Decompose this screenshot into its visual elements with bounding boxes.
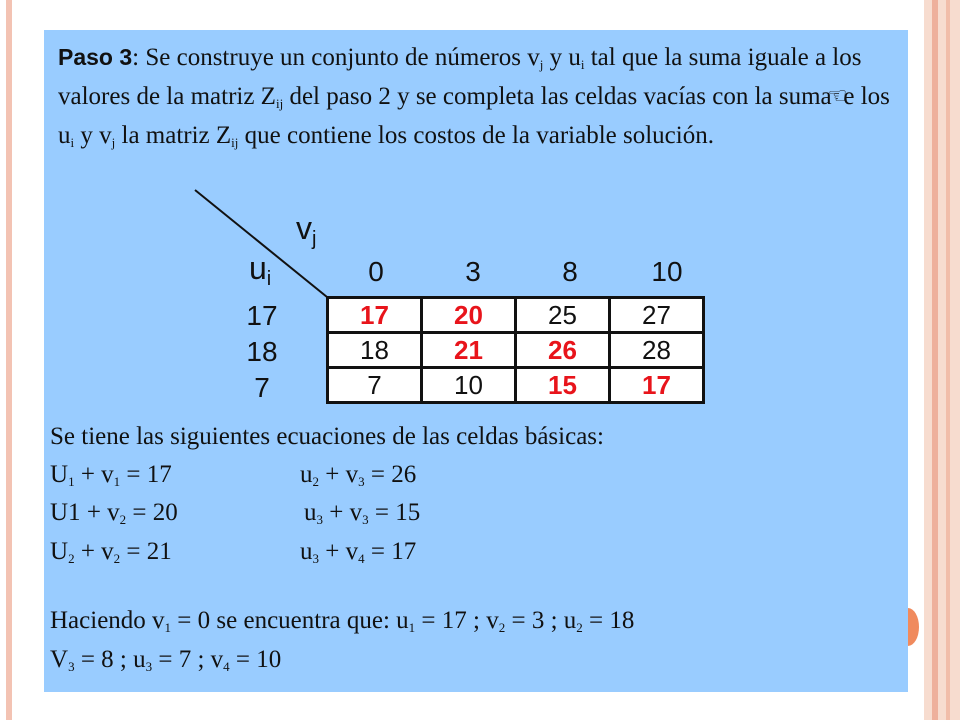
result-line-2: $V_3 = 8$ ; $u_3 = 7$ ; $v_4 = 10$: [50, 646, 282, 674]
u-header: 17: [246, 300, 278, 331]
matrix-cell: 25: [516, 298, 610, 333]
u-header: 18: [246, 336, 278, 367]
basic-cell: 17: [610, 368, 704, 403]
basic-cell: 17: [328, 298, 422, 333]
matrix-cell: 7: [328, 368, 422, 403]
basic-cell: 20: [422, 298, 516, 333]
equation-left: $U_2 + v_2 = 21$: [50, 538, 172, 566]
equation-left: $U_1 + v_1 = 17$: [50, 461, 172, 489]
equation-left: $U1 + v_2 = 20$: [50, 499, 178, 527]
u-axis-label: $u_i$: [249, 250, 272, 290]
basic-cell: 26: [516, 333, 610, 368]
matrix-row: [328, 333, 704, 368]
slide-left-border: [6, 0, 12, 720]
v-header: 8: [562, 256, 578, 287]
border-band: [946, 0, 950, 720]
cost-matrix: [326, 296, 705, 404]
matrix-row: [328, 368, 704, 403]
content-panel: [44, 30, 908, 692]
matrix-cell: 18: [328, 333, 422, 368]
basic-cell: 21: [422, 333, 516, 368]
matrix-cell: 10: [422, 368, 516, 403]
result-line-1: Haciendo $v_1 = 0$ se encuentra que: $u_1 = 17$ ; $v_2 = 3$ ; $u_2 = 18$: [50, 607, 635, 635]
basic-cell: 15: [516, 368, 610, 403]
matrix-cell: 28: [610, 333, 704, 368]
u-header: 7: [254, 372, 270, 403]
slide-right-border: [924, 0, 960, 720]
v-axis-label: $v_j$: [296, 210, 317, 250]
equations-heading: Se tiene las siguientes ecuaciones de las celdas básicas:: [50, 423, 604, 450]
matrix-row: [328, 298, 704, 333]
equation-right: $u_3 + v_3 = 15$: [304, 499, 421, 527]
equation-right: $u_2 + v_3 = 26$: [300, 461, 417, 489]
v-header: 10: [651, 256, 683, 287]
step-label: Paso 3: [58, 44, 133, 70]
matrix-cell: 27: [610, 298, 704, 333]
equation-right: $u_3 + v_4 = 17$: [300, 538, 417, 566]
step-description: Paso 3: Se construye un conjunto de números $v_j$ y $u_i$ tal que la suma iguale a los valores de la matriz $Z_{ij}$ del paso 2 y se completa las celdas vacías con la suma☜e los $u_i$ y $v_j$ la matriz $Z_{ij}$ que contiene los costos de la variable solución.: [58, 44, 890, 150]
v-header: 3: [465, 256, 481, 287]
border-band: [932, 0, 938, 720]
v-header: 0: [368, 256, 384, 287]
